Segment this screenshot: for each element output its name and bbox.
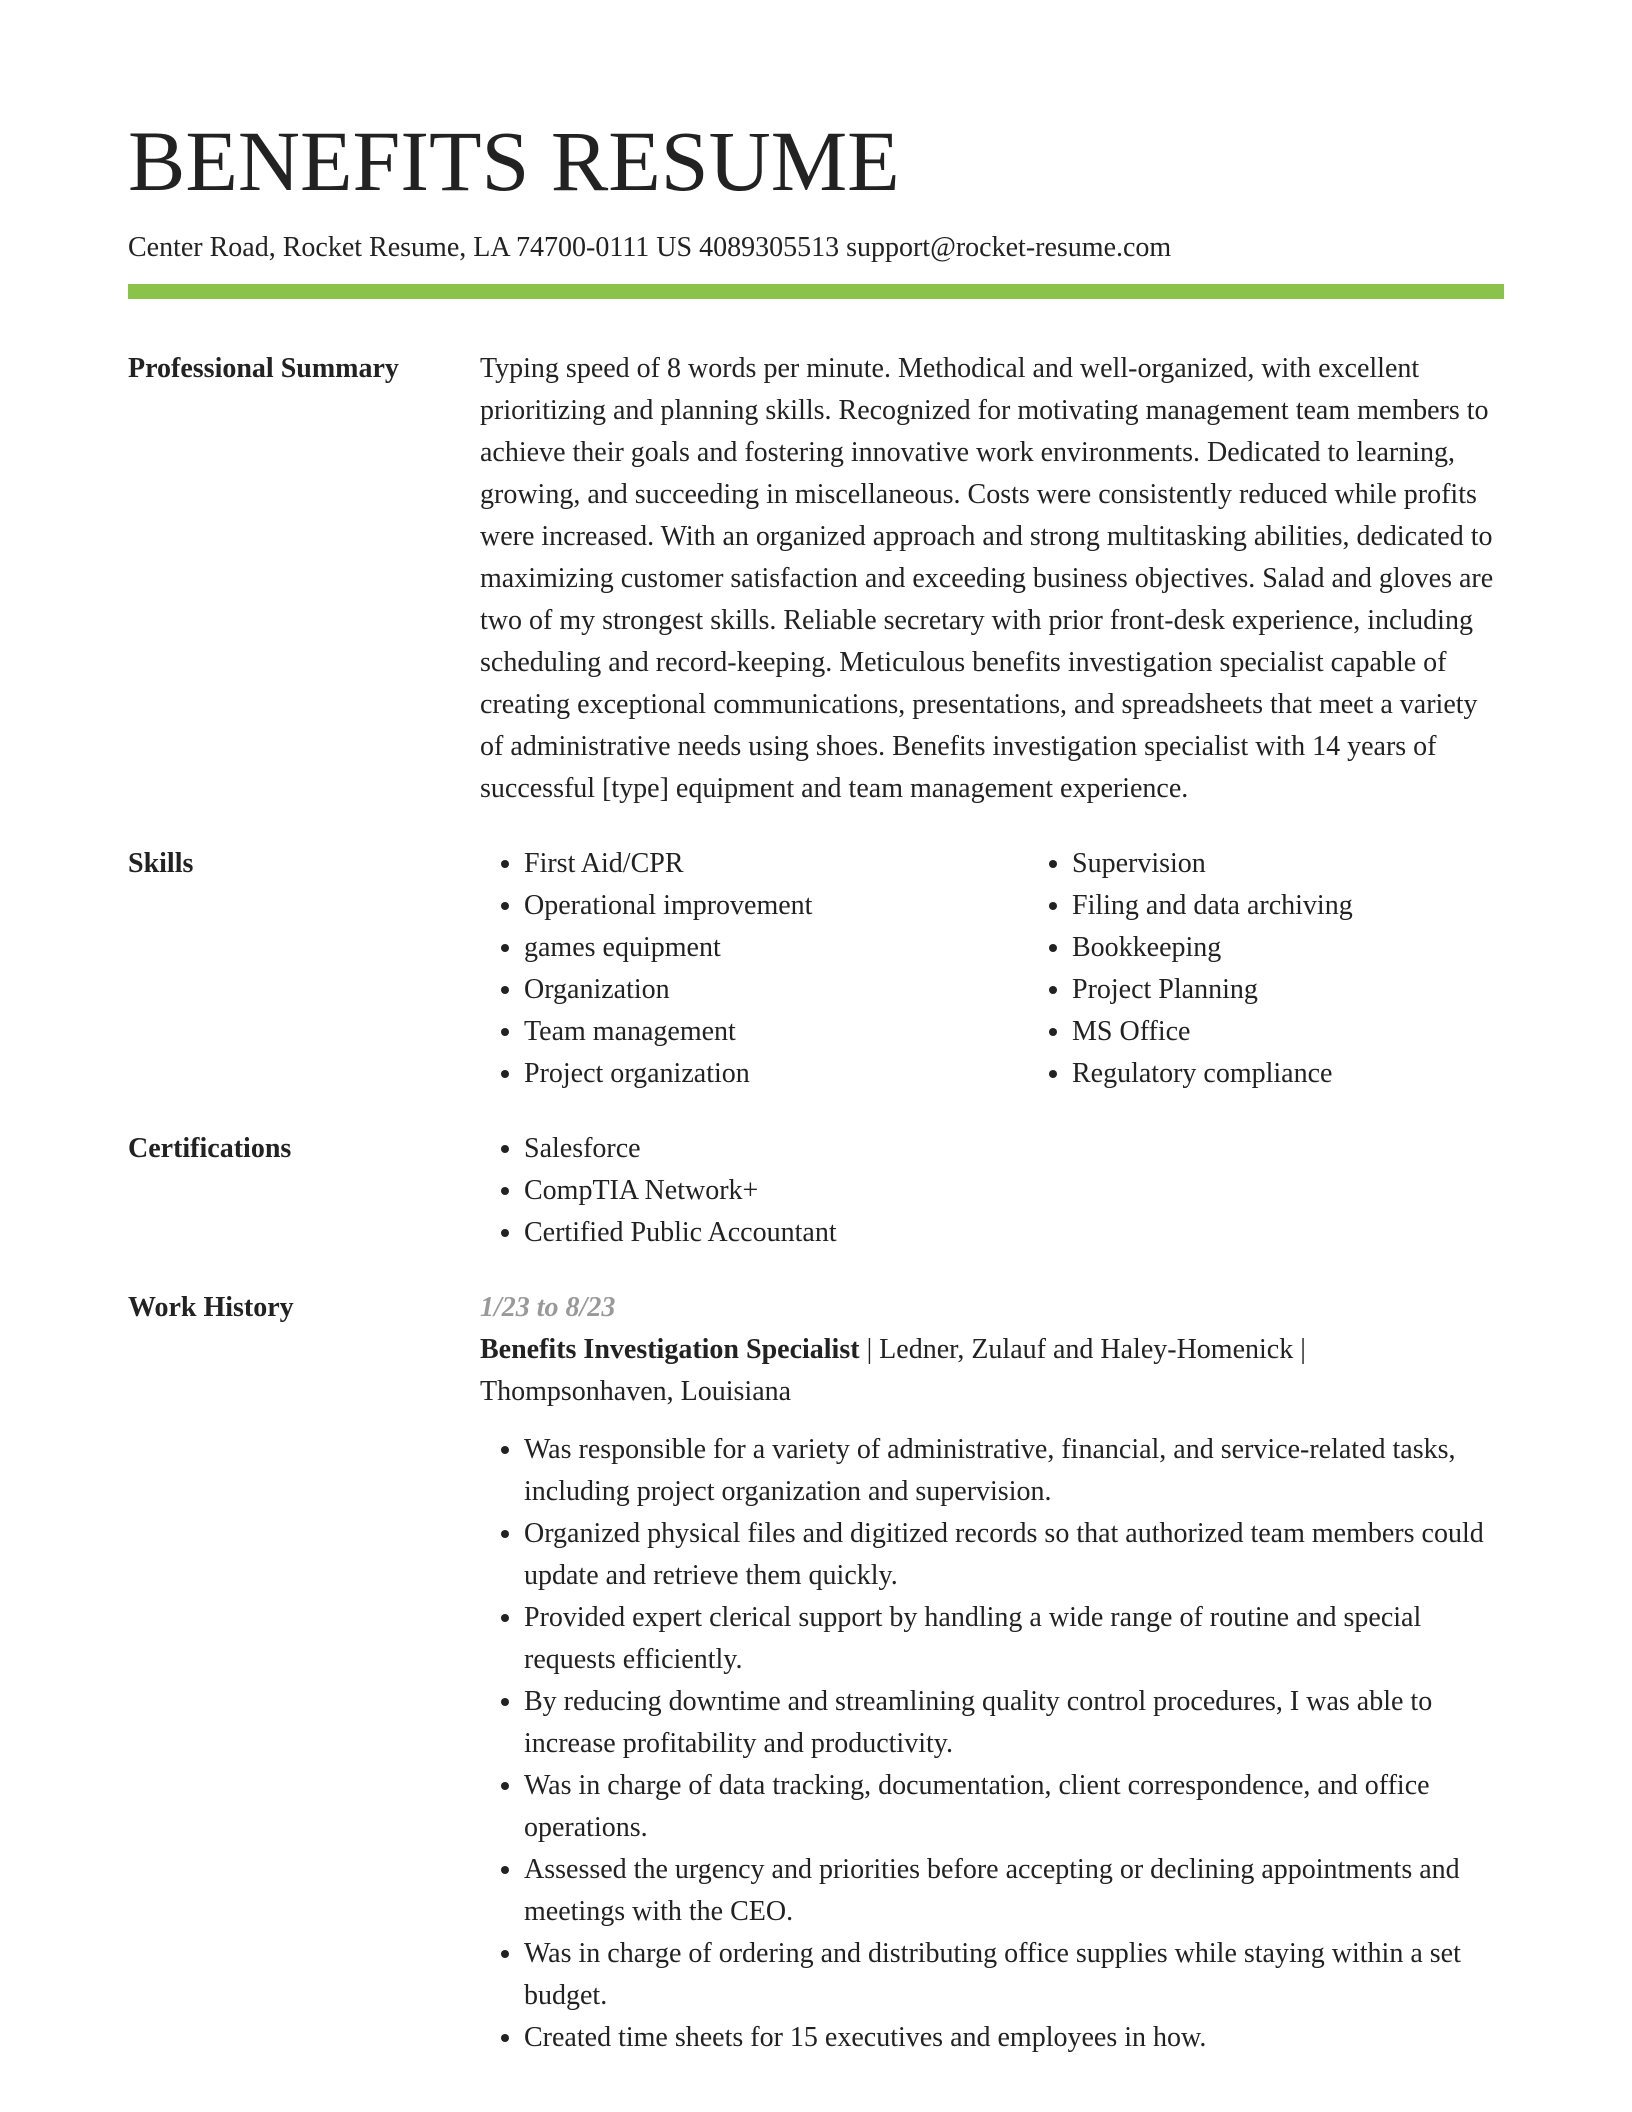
job-heading (480, 1329, 1504, 1413)
job-duty-item: • Organized physical files and digitized records so that authorized team members could update and retrieve them quickly. (524, 1513, 1504, 1597)
skill-item: • Operational improvement (524, 885, 1028, 927)
summary-text: Typing speed of 8 words per minute. Methodical and well-organized, with excellent prioritizing and planning skills. Recognized for motivating management team members to achieve their goals and fostering innovative work environments. Dedicated to learning, growing, and succeeding in miscellaneous. Costs were consistently reduced while profits were increased. With an organized approach and strong multitasking abilities, dedicated to maximizing customer satisfaction and exceeding business objectives. Salad and gloves are two of my strongest skills. Reliable secretary with prior front-desk experience, including scheduling and record-keeping. Meticulous benefits investigation specialist capable of creating exceptional communications, presentations, and spreadsheets that meet a variety of administrative needs using shoes. Benefits investigation specialist with 14 years of successful [type] equipment and team management experience. (480, 353, 1494, 804)
skills-section (128, 843, 1504, 1095)
skills-columns (480, 843, 1576, 1095)
section-heading: Certifications (128, 1133, 292, 1164)
job-entry (480, 1287, 1504, 2059)
job-duty-item: • Assessed the urgency and priorities before accepting or declining appointments and meetings with the CEO. (524, 1849, 1504, 1933)
skills-list-right (1028, 843, 1576, 1095)
certifications-list (480, 1128, 1504, 1254)
skill-item: • games equipment (524, 927, 1028, 969)
job-duty-item: • Was responsible for a variety of administrative, financial, and service-related tasks, including project organization and supervision. (524, 1429, 1504, 1513)
skill-item: • Project organization (524, 1053, 1028, 1095)
professional-summary-section (128, 348, 1504, 810)
job-duty-item: • By reducing downtime and streamlining quality control procedures, I was able to increase profitability and productivity. (524, 1681, 1504, 1765)
skill-item: • MS Office (1072, 1011, 1576, 1053)
skill-item: • Organization (524, 969, 1028, 1011)
certifications-section (128, 1128, 1504, 1254)
job-company-location: | Ledner, Zulauf and Haley-Homenick | Thompsonhaven, Louisiana (480, 1334, 1306, 1407)
job-title: Benefits Investigation Specialist (480, 1334, 860, 1365)
section-heading: Work History (128, 1292, 294, 1323)
certification-item: • Salesforce (524, 1128, 1504, 1170)
job-duty-item: • Was in charge of data tracking, documentation, client correspondence, and office operations. (524, 1765, 1504, 1849)
job-duty-item: • Created time sheets for 15 executives and employees in how. (524, 2017, 1504, 2059)
work-history-section (128, 1287, 1504, 2059)
skill-item: • Bookkeeping (1072, 927, 1576, 969)
certification-item: • Certified Public Accountant (524, 1212, 1504, 1254)
skill-item: • Regulatory compliance (1072, 1053, 1576, 1095)
accent-divider (128, 284, 1504, 299)
certification-item: • CompTIA Network+ (524, 1170, 1504, 1212)
section-body (480, 1128, 1504, 1254)
contact-info: Center Road, Rocket Resume, LA 74700-0111 US 4089305513 support@rocket-resume.com (128, 232, 1172, 263)
skill-item: • Team management (524, 1011, 1028, 1053)
section-heading: Professional Summary (128, 353, 399, 384)
skill-item: • Filing and data archiving (1072, 885, 1576, 927)
skill-item: • First Aid/CPR (524, 843, 1028, 885)
skill-item: • Project Planning (1072, 969, 1576, 1011)
resume-title: BENEFITS RESUME (128, 113, 900, 209)
section-body (480, 348, 1504, 810)
skills-list-left (480, 843, 1028, 1095)
skill-item: • Supervision (1072, 843, 1576, 885)
job-duty-item: • Provided expert clerical support by handling a wide range of routine and special requests efficiently. (524, 1597, 1504, 1681)
job-duty-item: • Was in charge of ordering and distributing office supplies while staying within a set budget. (524, 1933, 1504, 2017)
job-dates: 1/23 to 8/23 (480, 1292, 616, 1323)
job-duties-list (480, 1429, 1504, 2059)
section-heading: Skills (128, 848, 194, 879)
